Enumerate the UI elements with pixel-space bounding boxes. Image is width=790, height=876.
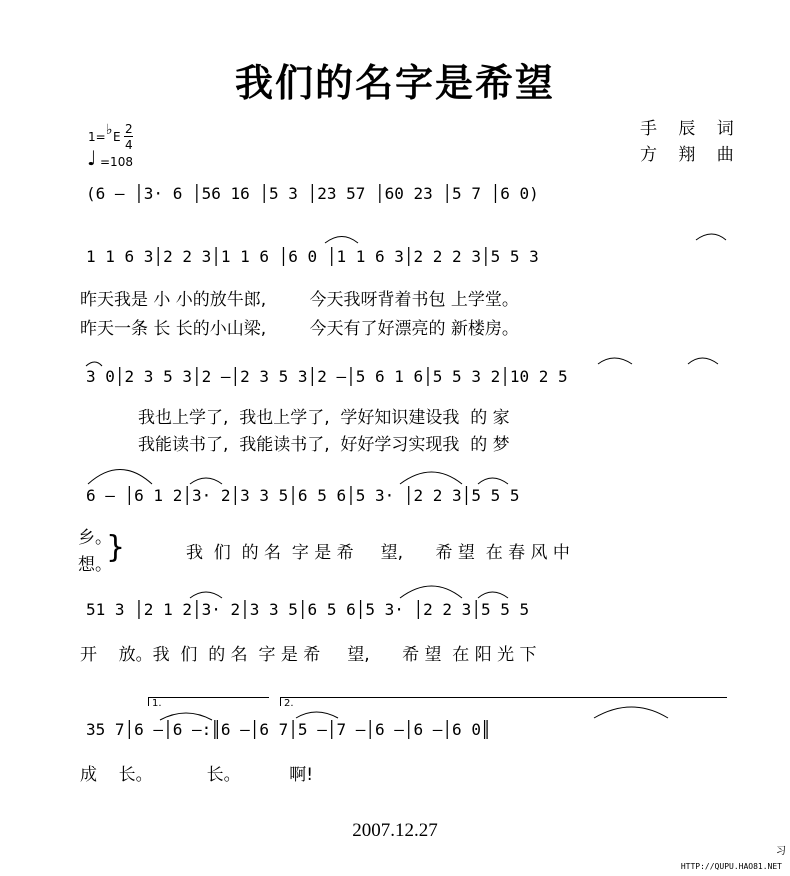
volta-label-2: 2. [284,698,294,709]
lyric-line-verse1: 我也上学了, 我也上学了, 学好知识建设我 的 家 [138,408,510,428]
time-signature-bottom: 4 [125,138,133,152]
tempo-value: =108 [100,155,133,169]
notes-row: 3 0│2 3 5 3│2 –│2 3 5 3│2 –│5 6 1 6│5 5 3 2│10 2 5 [86,367,568,386]
flat-icon: ♭ [106,122,113,138]
lyric-line-verse2: 我能读书了, 我能读书了, 好好学习实现我 的 梦 [138,435,510,455]
lyric-line-ending: 成 长。 长。 啊! [80,765,314,785]
corner-mark: 习 [776,846,786,857]
composition-date: 2007.12.27 [352,820,438,841]
lyric-end-verse2: 想。 [78,555,112,575]
notes-row: 1 1 6 3│2 2 3│1 1 6 │6 0 │1 1 6 3│2 2 2 3│5 5 3 [86,247,539,266]
key-prefix: 1= [88,130,106,144]
lyric-end-verse1: 乡。 [78,528,112,548]
key-letter: E [113,130,121,144]
notes-row: 35 7│6 –│6 –:║6 –│6 7│5 –│7 –│6 –│6 –│6 0║ [86,720,491,739]
notes-row: 6 – │6 1 2│3· 2│3 3 5│6 5 6│5 3· │2 2 3│5 5 5 [86,486,520,505]
song-title: 我们的名字是希望 [234,60,555,105]
volta-label-1: 1. [152,698,162,709]
lyricist-credit: 手 辰 词 [640,119,742,139]
composer-credit: 方 翔 曲 [640,145,742,165]
lyric-line-verse1: 昨天我是 小 小的放牛郎, 今天我呀背着书包 上学堂。 [80,290,519,310]
quarter-note-icon: ♩ [87,146,97,170]
lyric-line-verse2: 昨天一条 长 长的小山梁, 今天有了好漂亮的 新楼房。 [80,319,519,339]
watermark-text: HTTP://QUPU.HAO81.NET [680,862,782,871]
notes-row: 51 3 │2 1 2│3· 2│3 3 5│6 5 6│5 3· │2 2 3│5 5 5 [86,600,530,619]
brace-icon: } [106,530,126,565]
notes-row: (6 – │3· 6 │56 16 │5 3 │23 57 │60 23 │5 7 │6 0) [86,184,539,203]
time-signature-top: 2 [125,122,133,136]
lyric-line-chorus: 开 放。我 们 的 名 字 是 希 望, 希 望 在 阳 光 下 [80,645,537,665]
lyric-line-chorus: 我 们 的 名 字 是 希 望, 希 望 在 春 风 中 [186,543,570,563]
